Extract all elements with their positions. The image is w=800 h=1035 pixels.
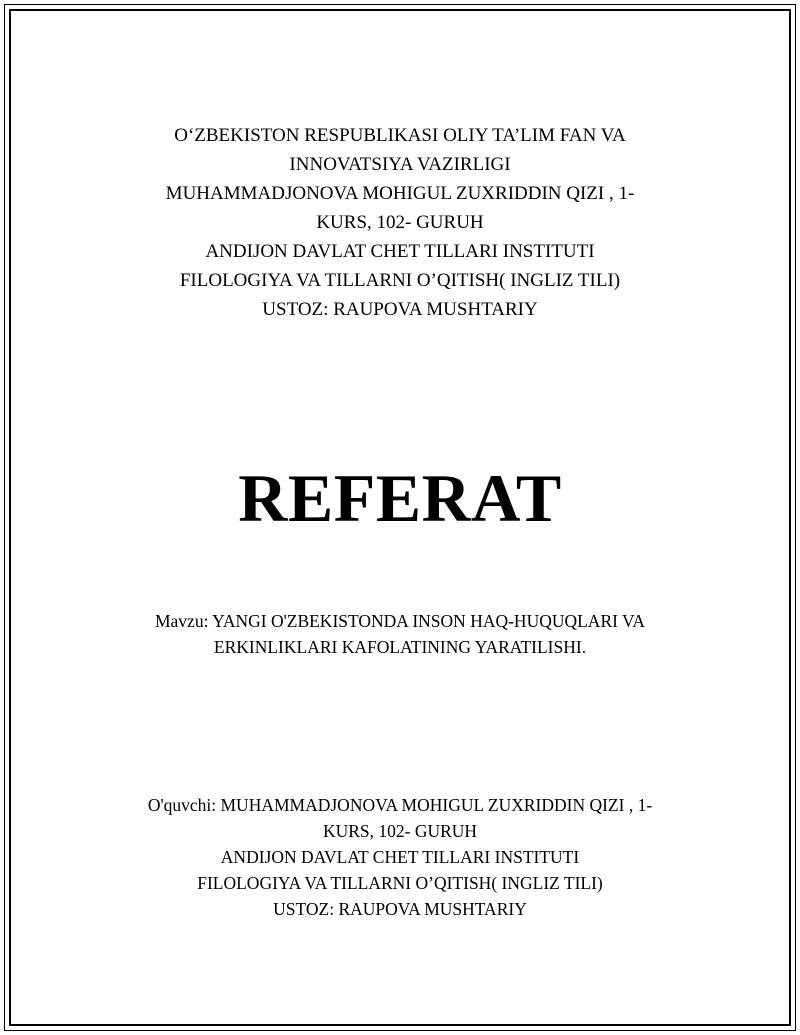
header-line: USTOZ: RAUPOVA MUSHTARIY <box>262 299 538 320</box>
student-block <box>0 792 800 922</box>
topic-line: ERKINLIKLARI KAFOLATINING YARATILISHI. <box>213 637 587 657</box>
student-line: KURS, 102- GURUH <box>322 821 478 841</box>
topic-block <box>0 608 800 660</box>
header-line: O‘ZBEKISTON RESPUBLIKASI OLIY TA’LIM FAN VA <box>174 125 626 146</box>
student-line: ANDIJON DAVLAT CHET TILLARI INSTITUTI <box>220 847 580 867</box>
header-line: MUHAMMADJONOVA MOHIGUL ZUXRIDDIN QIZI , 1- <box>165 183 635 204</box>
header-line: KURS, 102- GURUH <box>316 212 484 233</box>
header-line: FILOLOGIYA VA TILLARNI O’QITISH( INGLIZ TILI) <box>179 270 621 291</box>
header-line: INNOVATSIYA VAZIRLIGI <box>289 154 511 175</box>
header-block <box>0 121 800 324</box>
student-line: USTOZ: RAUPOVA MUSHTARIY <box>273 899 527 919</box>
document-title: REFERAT <box>238 460 562 536</box>
student-line: O'quvchi: MUHAMMADJONOVA MOHIGUL ZUXRIDDIN QIZI , 1- <box>147 795 653 815</box>
topic-line: Mavzu: YANGI O'ZBEKISTONDA INSON HAQ-HUQUQLARI VA <box>154 611 646 631</box>
student-line: FILOLOGIYA VA TILLARNI O’QITISH( INGLIZ TILI) <box>197 873 603 893</box>
header-line: ANDIJON DAVLAT CHET TILLARI INSTITUTI <box>205 241 595 262</box>
